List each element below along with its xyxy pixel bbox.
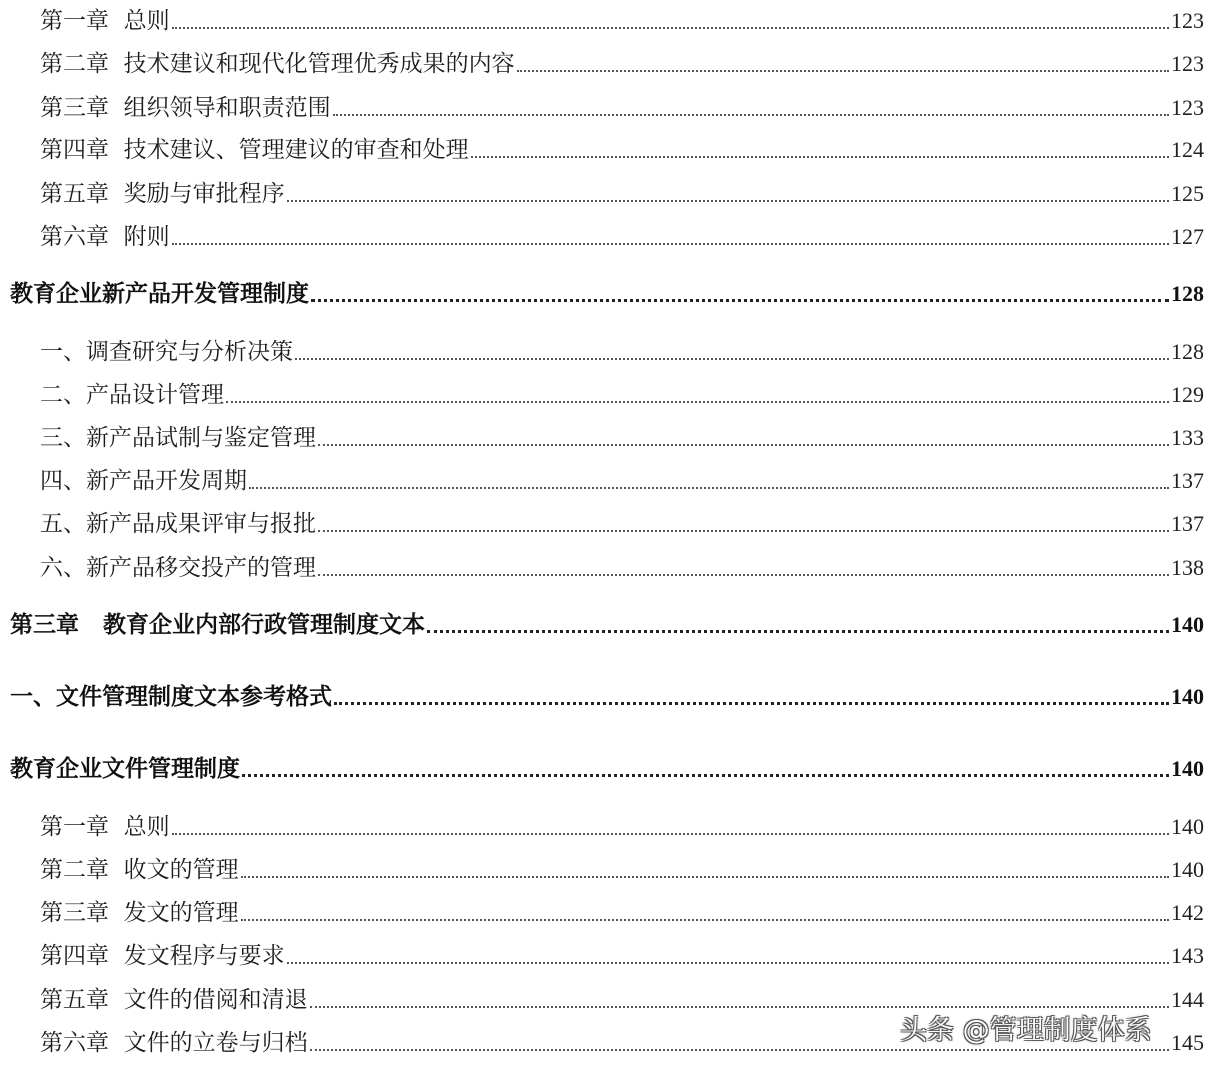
dot-leader — [249, 486, 1169, 489]
toc-entry-label: 第六章 附则 — [40, 224, 170, 250]
toc-heading-page: 140 — [1171, 756, 1204, 781]
toc-entry[interactable] — [0, 937, 1204, 971]
toc-entry-label: 五、新产品成果评审与报批 — [40, 511, 316, 537]
toc-entry-page: 124 — [1171, 137, 1204, 162]
dot-leader — [287, 199, 1169, 202]
toc-entry-label: 三、新产品试制与鉴定管理 — [40, 425, 316, 451]
toc-entry-label: 一、调查研究与分析决策 — [40, 339, 293, 365]
toc-entry-label: 第二章 收文的管理 — [40, 857, 239, 883]
toc-entry[interactable] — [0, 218, 1204, 252]
toc-heading[interactable] — [0, 606, 1204, 640]
toc-entry-label: 第三章 发文的管理 — [40, 900, 239, 926]
dot-leader — [427, 629, 1169, 633]
toc-entry[interactable] — [0, 2, 1204, 36]
toc-entry-label: 第三章 组织领导和职责范围 — [40, 95, 331, 121]
toc-entry-page: 142 — [1171, 900, 1204, 925]
dot-leader — [310, 1048, 1169, 1051]
toc-entry-page: 123 — [1171, 8, 1204, 33]
toc-entry-label: 第六章 文件的立卷与归档 — [40, 1030, 308, 1056]
toc-entry[interactable] — [0, 89, 1204, 123]
dot-leader — [226, 400, 1169, 403]
toc-entry[interactable] — [0, 462, 1204, 496]
toc-entry-label: 二、产品设计管理 — [40, 382, 224, 408]
toc-heading-label: 第三章 教育企业内部行政管理制度文本 — [10, 612, 426, 638]
toc-heading-label: 一、文件管理制度文本参考格式 — [10, 684, 332, 710]
toc-entry[interactable] — [0, 131, 1204, 165]
dot-leader — [172, 26, 1169, 29]
toc-entry-page: 137 — [1171, 511, 1204, 536]
watermark-text: 头条 @管理制度体系 — [900, 1015, 1152, 1046]
toc-heading[interactable] — [0, 678, 1204, 712]
dot-leader — [318, 529, 1169, 532]
toc-entry-page: 123 — [1171, 95, 1204, 120]
toc-heading-label: 教育企业新产品开发管理制度 — [10, 281, 309, 307]
dot-leader — [311, 298, 1169, 302]
dot-leader — [517, 69, 1169, 72]
toc-entry[interactable] — [0, 505, 1204, 539]
toc-entry-page: 140 — [1171, 857, 1204, 882]
toc-entry-page: 138 — [1171, 555, 1204, 580]
dot-leader — [172, 832, 1169, 835]
toc-entry-page: 129 — [1171, 382, 1204, 407]
toc-entry[interactable] — [0, 808, 1204, 842]
dot-leader — [242, 773, 1169, 777]
dot-leader — [241, 875, 1169, 878]
toc-heading[interactable] — [0, 750, 1204, 784]
toc-heading-page: 140 — [1171, 612, 1204, 637]
toc-entry-label: 六、新产品移交投产的管理 — [40, 555, 316, 581]
dot-leader — [172, 242, 1169, 245]
toc-entry-page: 143 — [1171, 943, 1204, 968]
toc-entry[interactable] — [0, 419, 1204, 453]
toc-entry[interactable] — [0, 894, 1204, 928]
dot-leader — [318, 573, 1169, 576]
toc-entry-page: 125 — [1171, 181, 1204, 206]
toc-entry[interactable] — [0, 45, 1204, 79]
toc-entry-page: 133 — [1171, 425, 1204, 450]
toc-entry-label: 第五章 文件的借阅和清退 — [40, 987, 308, 1013]
toc-entry[interactable] — [0, 376, 1204, 410]
dot-leader — [287, 961, 1169, 964]
toc-entry-label: 第四章 技术建议、管理建议的审查和处理 — [40, 137, 469, 163]
toc-entry-label: 四、新产品开发周期 — [40, 468, 247, 494]
dot-leader — [334, 701, 1169, 705]
toc-heading-page: 128 — [1171, 281, 1204, 306]
toc-entry-label: 第一章 总则 — [40, 814, 170, 840]
toc-entry[interactable] — [0, 549, 1204, 583]
toc-heading-label: 教育企业文件管理制度 — [10, 756, 240, 782]
toc-entry-page: 145 — [1171, 1030, 1204, 1055]
dot-leader — [318, 443, 1169, 446]
toc-heading-page: 140 — [1171, 684, 1204, 709]
toc-entry-label: 第二章 技术建议和现代化管理优秀成果的内容 — [40, 51, 515, 77]
toc-entry-page: 123 — [1171, 51, 1204, 76]
toc-entry[interactable] — [0, 175, 1204, 209]
toc-entry-label: 第四章 发文程序与要求 — [40, 943, 285, 969]
dot-leader — [333, 113, 1169, 116]
toc-entry-label: 第五章 奖励与审批程序 — [40, 181, 285, 207]
toc-entry-label: 第一章 总则 — [40, 8, 170, 34]
toc-entry-page: 127 — [1171, 224, 1204, 249]
toc-entry-page: 140 — [1171, 814, 1204, 839]
toc-entry-page: 144 — [1171, 987, 1204, 1012]
dot-leader — [295, 357, 1169, 360]
toc-entry[interactable] — [0, 851, 1204, 885]
toc-heading[interactable] — [0, 275, 1204, 309]
dot-leader — [471, 155, 1169, 158]
toc-entry-page: 137 — [1171, 468, 1204, 493]
dot-leader — [241, 918, 1169, 921]
toc-entry-page: 128 — [1171, 339, 1204, 364]
toc-entry[interactable] — [0, 333, 1204, 367]
